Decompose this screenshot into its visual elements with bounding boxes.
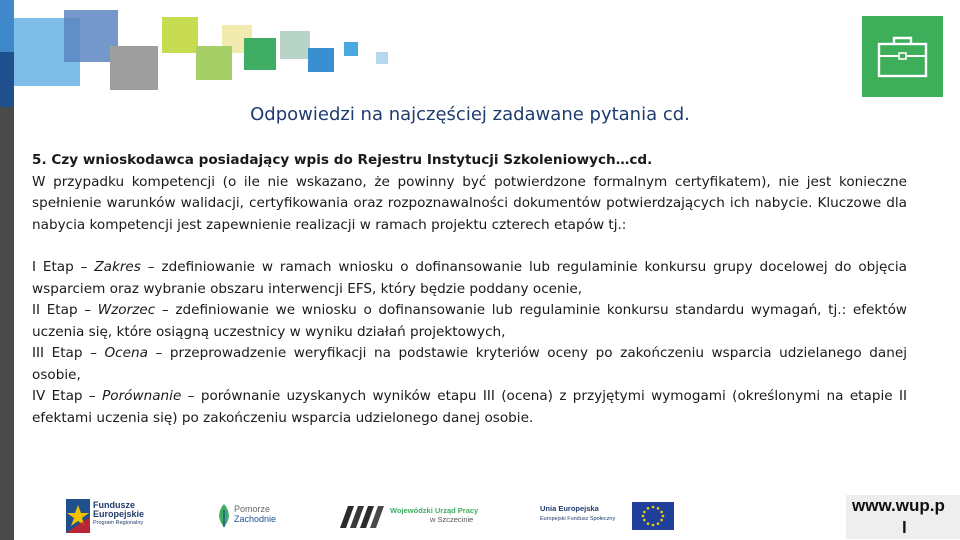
briefcase-icon: [862, 16, 943, 97]
sidebar-strip-dark: [0, 107, 14, 540]
logo-unia-europejska: Unia Europejska Europejski Fundusz Społeczny: [540, 502, 680, 532]
deco-square: [308, 48, 334, 72]
stage-item: II Etap – Wzorzec – zdefiniowanie we wniosku o dofinansowanie lub regulaminie konkursu standardu wymagań, tj.: efektów uczenia się, które osiągną uczestnicy w wyniku działań projektowych,: [32, 302, 908, 340]
eu-flag-icon: [632, 502, 674, 530]
stage-item: IV Etap – Porównanie – porównanie uzyskanych wyników etapu III (ocena) z przyjętymi wymogami (określonymi na etapie II efektami uczenia się) po zakończeniu wsparcia udzielonego danej osobie.: [32, 388, 907, 426]
website-url[interactable]: [846, 495, 960, 539]
deco-square: [244, 38, 276, 70]
stage-item: I Etap – Zakres – zdefiniowanie w ramach wniosku o dofinansowanie lub regulaminie konkursu grupy docelowej do objęcia wsparciem oraz wybranie obszaru interwencji EFS, który będzie poddany ocenie,: [32, 259, 907, 297]
deco-square: [110, 46, 158, 90]
deco-square: [376, 52, 388, 64]
footer-logos: [0, 492, 960, 540]
slide-content: [32, 150, 907, 429]
sidebar-strip-navy: [0, 52, 14, 107]
url-text-continued: l: [902, 518, 907, 537]
deco-square: [344, 42, 358, 56]
deco-square: [162, 17, 198, 53]
page-title: Odpowiedzi na najczęściej zadawane pytania cd.: [250, 104, 690, 125]
deco-square: [196, 46, 232, 80]
deco-square: [280, 31, 310, 59]
stage-item: III Etap – Ocena – przeprowadzenie weryfikacji na podstawie kryteriów oceny po zakończeniu wsparcia udzielanego danej osobie,: [32, 345, 907, 383]
answer-intro: W przypadku kompetencji (o ile nie wskazano, że powinny być potwierdzone formalnym certyfikatem), nie jest konieczne spełnienie warunków walidacji, certyfikowania oraz rozpoznawalności dokumentów potwierdzających ich nabycie. Kluczowe dla nabycia kompetencji jest zapewnienie realizacji w ramach projektu czterech etapów tj.:: [32, 173, 907, 233]
sidebar-strip-blue: [0, 0, 14, 52]
fe-star-icon: [66, 499, 90, 533]
logo-pomorze-zachodnie: Pomorze Zachodnie: [214, 500, 284, 534]
badge-square: [862, 16, 943, 97]
url-text: www.wup.p: [852, 496, 945, 515]
logo-fundusze-europejskie: Fundusze Europejskie Program Regionalny: [66, 497, 176, 537]
logo-wup-szczecin: Wojewódzki Urząd Pracy w Szczecinie: [338, 498, 488, 534]
pz-leaf-icon: [214, 502, 234, 528]
wup-books-icon: [338, 500, 388, 532]
question-heading: 5. Czy wnioskodawca posiadający wpis do Rejestru Instytucji Szkoleniowych…cd.: [32, 152, 653, 168]
